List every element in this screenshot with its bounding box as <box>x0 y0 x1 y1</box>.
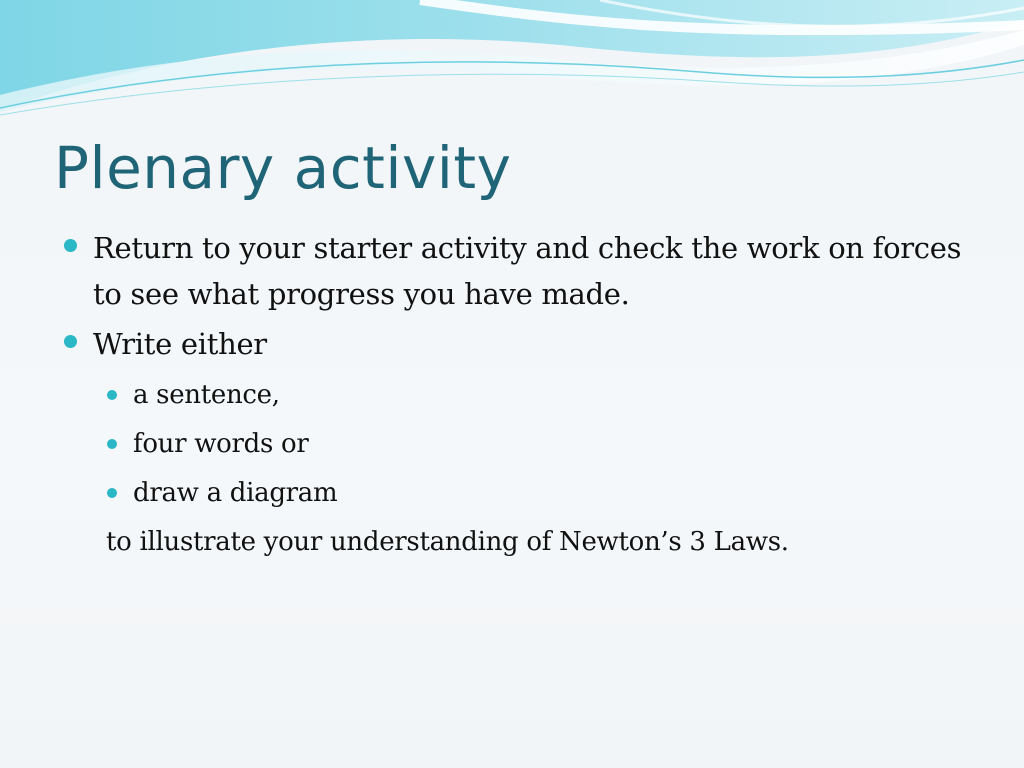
slide-content <box>62 225 962 567</box>
bullet-text: Return to your starter activity and check the work on forces to see what progress you have made. <box>93 231 962 311</box>
bullet-dot-icon <box>64 239 77 252</box>
sub-bullet-item <box>62 469 962 518</box>
bullet-text: Write either <box>93 327 267 361</box>
sub-bullet-text: a sentence, <box>133 380 280 410</box>
sub-bullet-item <box>62 371 962 420</box>
sub-bullet-dot-icon <box>107 488 117 498</box>
continuation-text: to illustrate your understanding of Newton’s 3 Laws. <box>106 527 789 557</box>
sub-bullet-dot-icon <box>107 439 117 449</box>
bullet-item <box>62 225 962 317</box>
sub-bullet-item <box>62 420 962 469</box>
bullet-dot-icon <box>64 335 77 348</box>
bullet-item <box>62 321 962 367</box>
sub-bullet-text: four words or <box>133 429 309 459</box>
header-wave-decoration <box>0 0 1024 130</box>
sub-bullet-text: draw a diagram <box>133 478 338 508</box>
slide-title: Plenary activity <box>54 134 512 202</box>
sub-bullet-dot-icon <box>107 390 117 400</box>
